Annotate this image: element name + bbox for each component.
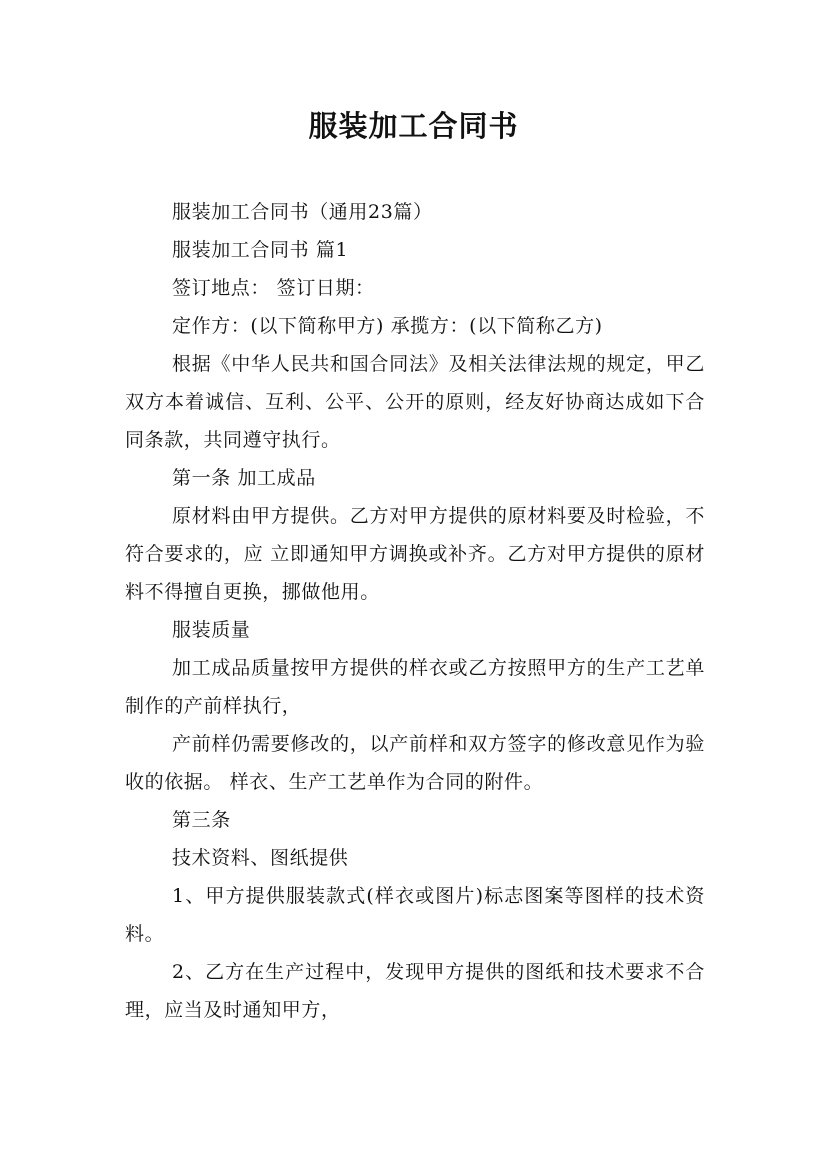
document-body [125, 193, 705, 1029]
paragraph-article-three: 第三条 [172, 809, 231, 831]
paragraph-raw-materials: 原材料由甲方提供。乙方对甲方提供的原材料要及时检验，不符合要求的，应 立即通知甲方调换或补齐。乙方对甲方提供的原材料不得擅自更换，挪做他用。 [125, 505, 705, 603]
paragraph-technical-docs-heading: 技术资料、图纸提供 [172, 847, 349, 869]
paragraph-section-heading: 服装加工合同书 篇1 [172, 239, 349, 261]
paragraph-quality-heading: 服装质量 [172, 619, 251, 641]
document-title: 服装加工合同书 [308, 109, 519, 143]
paragraph-pre-production-sample: 产前样仍需要修改的，以产前样和双方签字的修改意见作为验收的依据。 样衣、生产工艺单作为合同的附件。 [125, 733, 705, 793]
paragraph-sign-place-date: 签订地点： 签订日期： [172, 277, 375, 299]
paragraph-quality-standard: 加工成品质量按甲方提供的样衣或乙方按照甲方的生产工艺单制作的产前样执行， [125, 657, 705, 717]
paragraph-technical-item-2: 2、乙方在生产过程中，发现甲方提供的图纸和技术要求不合理，应当及时通知甲方， [125, 961, 705, 1021]
paragraph-technical-item-1: 1、甲方提供服装款式(样衣或图片)标志图案等图样的技术资料。 [125, 885, 705, 945]
paragraph-subtitle: 服装加工合同书（通用23篇） [172, 201, 433, 223]
paragraph-article-one: 第一条 加工成品 [172, 467, 316, 489]
paragraph-parties: 定作方：(以下简称甲方) 承揽方：(以下简称乙方) [172, 315, 603, 337]
paragraph-preamble: 根据《中华人民共和国合同法》及相关法律法规的规定，甲乙双方本着诚信、互利、公平、公开的原则，经友好协商达成如下合同条款，共同遵守执行。 [125, 353, 705, 451]
